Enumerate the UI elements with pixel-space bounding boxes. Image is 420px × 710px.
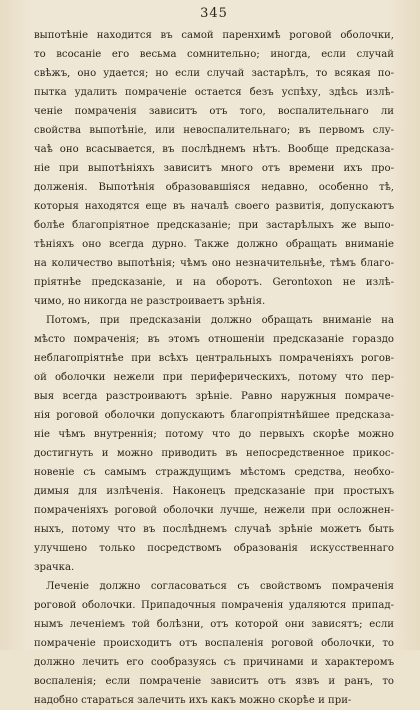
text-line: Леченіе должно согласоваться съ свойствомъ помраченія (46, 581, 394, 592)
text-line: болѣе благопріятное предсказаніе; при застарѣлыхъ же выпо- (34, 220, 394, 231)
text-line: пытка удалить помраченіе остается безъ успѣху, здѣсь излѣ- (34, 87, 394, 98)
text-line: зрачка. (34, 562, 75, 573)
text-line: воспаленія; если помраченіе зависитъ отъ язвъ и ранъ, то (34, 676, 394, 687)
text-line: пріятнѣе предсказаніе, и на оборотъ. Gerontoxon не излѣ- (34, 277, 394, 288)
paragraph (34, 577, 394, 710)
text-line: ой оболочки нежели при периферическихъ, потому что пер- (34, 372, 394, 383)
text-line: надобно стараться залечить ихъ какъ можно скорѣе и при- (34, 695, 352, 706)
text-line: которыя находятся еще въ началѣ своего развитія, допускаютъ (34, 201, 394, 212)
text-line: выпотѣніе находится въ самой паренхимѣ роговой оболочки, (34, 30, 394, 41)
text-line: свойства выпотѣніе, или невоспалительнаго; въ первомъ слу- (34, 125, 394, 136)
text-line: помраченіяхъ роговой оболочки лучше, нежели при осложнен- (34, 505, 394, 516)
text-line: помраченіе происходитъ отъ воспаленія роговой оболочки, то (34, 638, 394, 649)
text-line: Потомъ, при предсказаніи должно обращать вниманіе на (46, 315, 394, 326)
text-line: нымъ леченіемъ той болѣзни, отъ которой они зависятъ; если (34, 619, 394, 630)
text-line: мѣсто помраченія; въ этомъ отношеніи предсказаніе гораздо (34, 334, 394, 345)
paragraph (34, 26, 394, 311)
text-line: димыя для излѣченія. Наконецъ предсказаніе при простыхъ (34, 486, 394, 497)
text-line: свѣжъ, оно удается; но если случай застарѣлъ, то всякая по- (34, 68, 394, 79)
text-line: то всосаніе его весьма сомнительно; иногда, если случай (34, 49, 394, 60)
text-line: ныхъ, потому что въ послѣднемъ случаѣ зрѣніе можетъ быть (34, 524, 394, 535)
text-line: чаѣ оно всасывается, въ послѣднемъ нѣтъ. Вообще предсказа- (34, 144, 394, 155)
text-line: чимо, но никогда не разстроиваетъ зрѣнія. (34, 296, 266, 307)
text-line: ніе при выпотѣніяхъ зависитъ много отъ времени ихъ про- (34, 163, 394, 174)
text-line: роговой оболочки. Припадочныя помраченія удаляются припад- (34, 600, 394, 611)
text-line: долженія. Выпотѣнія образовавшіяся недавно, особенно тѣ, (34, 182, 394, 193)
text-line: неблагопріятнѣе при всѣхъ центральныхъ помраченіяхъ рогов- (34, 353, 394, 364)
body-text (34, 26, 394, 710)
paragraph (34, 311, 394, 577)
text-line: улучшено только посредствомъ образованія искусственнаго (34, 543, 394, 554)
page-number: 345 (200, 6, 228, 21)
text-line: тѣніяхъ оно всегда дурно. Также должно обращать вниманіе (34, 239, 394, 250)
text-line: выя всегда разстроиваютъ зрѣніе. Равно наружныя помраче- (34, 391, 394, 402)
text-line: на количество выпотѣнія; чѣмъ оно незначительнѣе, тѣмъ благо- (34, 258, 394, 269)
text-line: должно лечить его сообразуясь съ причинами и характеромъ (34, 657, 394, 668)
text-line: достигнуть и можно приводить въ непосредственное прикос- (34, 448, 394, 459)
text-line: нія роговой оболочки допускаютъ благопріятнѣйшее предсказа- (34, 410, 394, 421)
text-line: ніе чѣмъ внутреннія; потому что до первыхъ скорѣе можно (34, 429, 394, 440)
text-line: ченіе помраченія зависитъ отъ того, воспалительнаго ли (34, 106, 394, 117)
text-line: новеніе съ самымъ страждущимъ мѣстомъ средства, необхо- (34, 467, 394, 478)
